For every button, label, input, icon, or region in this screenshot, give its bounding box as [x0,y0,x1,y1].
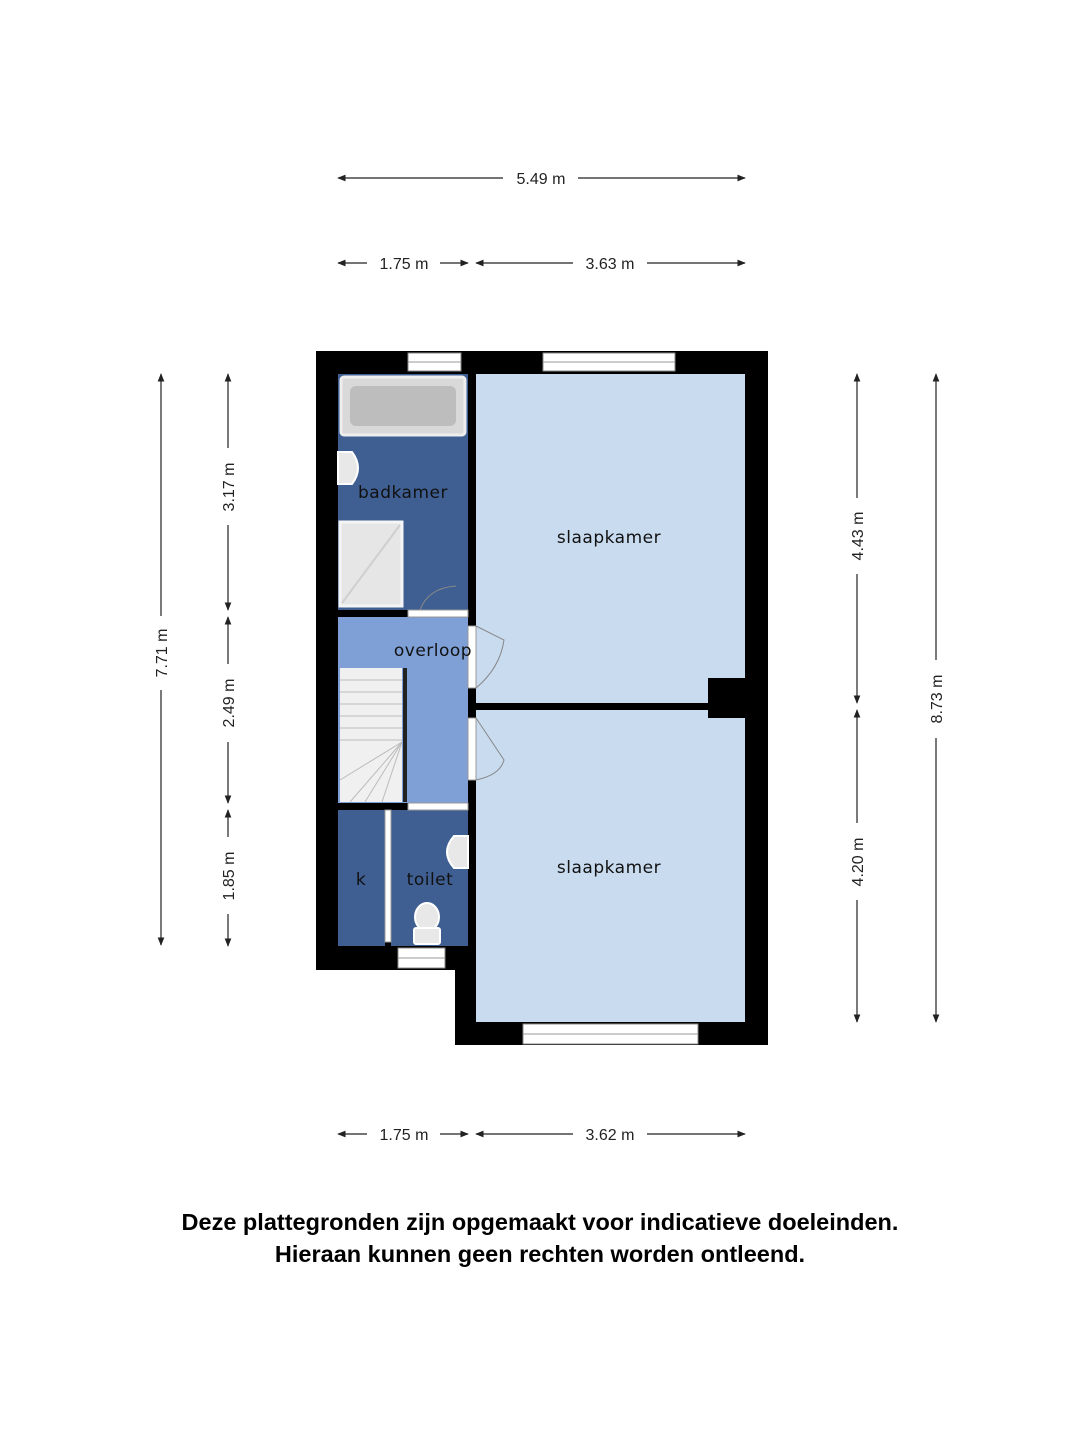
dim-right-upper: 4.43 m [850,511,867,561]
dim-right-lower: 4.20 m [850,837,867,887]
toilet-icon [414,903,440,944]
label-badkamer: badkamer [358,483,448,503]
dim-right-total: 8.73 m [929,674,946,724]
dim-top-total: 5.49 m [516,171,566,188]
sink-icon [338,452,358,484]
dim-top-left: 1.75 m [379,256,429,273]
dim-left-upper: 3.17 m [221,462,238,512]
label-k: k [355,870,367,890]
label-slaapkamer-bottom: slaapkamer [556,858,662,878]
interior-wall-hall-toilet [338,803,408,810]
disclaimer-line-1: Deze plattegronden zijn opgemaakt voor indicatieve doeleinden. [181,1209,899,1235]
interior-wall-bath-hall [338,610,408,617]
disclaimer [0,1206,1080,1270]
dim-top-right: 3.63 m [585,256,635,273]
interior-wall-bedrooms [476,703,745,710]
wall-column [708,678,748,718]
stairs-icon [340,668,407,802]
dim-left-middle: 2.49 m [221,678,238,728]
label-toilet: toilet [406,870,454,890]
dim-left-total: 7.71 m [154,628,171,678]
label-overloop: overloop [393,641,473,661]
toilet-sink-icon [447,836,468,868]
disclaimer-line-2: Hieraan kunnen geen rechten worden ontleend. [274,1241,806,1267]
dim-bottom-right: 3.62 m [585,1127,635,1144]
dim-left-lower: 1.85 m [221,851,238,901]
dim-bottom-left: 1.75 m [379,1127,429,1144]
label-slaapkamer-top: slaapkamer [556,528,662,548]
